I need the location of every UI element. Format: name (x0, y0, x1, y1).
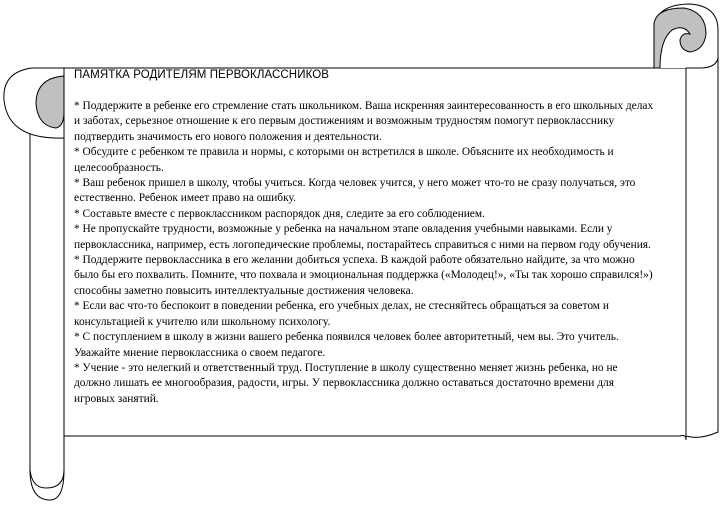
tip-item: * Поддержите в ребенке его стремление стать школьником. Ваша искренняя заинтересованность в его школьных делах и заботах, серьезное отношение к его первым достижениям и возможным трудностям помогут первокласснику подтвердить значимость его нового положения и деятельности. (74, 100, 654, 143)
tip-item: * Не пропускайте трудности, возможные у ребенка на начальном этапе овладения учебными навыками. Если у первоклассника, например, есть логопедические проблемы, постарайтесь справиться с ними на первом году обучения. (74, 223, 651, 251)
memo-title: ПАМЯТКА РОДИТЕЛЯМ ПЕРВОКЛАССНИКОВ (74, 69, 330, 81)
tip-item: * Если вас что-то беспокоит в поведении ребенка, его учебных делах, не стесняйтесь обращаться за советом и консультацией к учителю или школьному психологу. (74, 300, 609, 328)
tip-item: * Учение - это нелегкий и ответственный труд. Поступление в школу существенно меняет жизнь ребенка, но не должно лишать ее многообразия, радости, игры. У первоклассника должно оставаться достаточно времени для игровых занятий. (74, 361, 618, 405)
right-roll-bottom (686, 58, 718, 437)
tip-item: * Обсудите с ребенком те правила и нормы, с которыми он встретился в школе. Объясните их необходимость и целесообразность. (74, 146, 614, 174)
tip-item: * Ваш ребенок пришел в школу, чтобы учиться. Когда человек учится, у него может что-то не сразу получаться, это естественно. Ребенок имеет право на ошибку. (74, 177, 636, 205)
memo-content (74, 68, 654, 407)
tips-list (74, 99, 654, 407)
tip-item: * Поддержите первоклассника в его желании добиться успеха. В каждой работе обязательно найдите, за что можно было бы его похвалить. Помните, что похвала и эмоциональная поддержка («Молодец!», «Ты так хорошо справился!») способны заметно повысить интеллектуальные достижения человека. (74, 254, 653, 297)
tip-item: * С поступлением в школу в жизни вашего ребенка появился человек более авторитетный, чем вы. Это учитель. Уважайте мнение первоклассника о своем педагоге. (74, 331, 619, 359)
tip-item: * Составьте вместе с первоклассником распорядок дня, следите за его соблюдением. (74, 207, 485, 220)
